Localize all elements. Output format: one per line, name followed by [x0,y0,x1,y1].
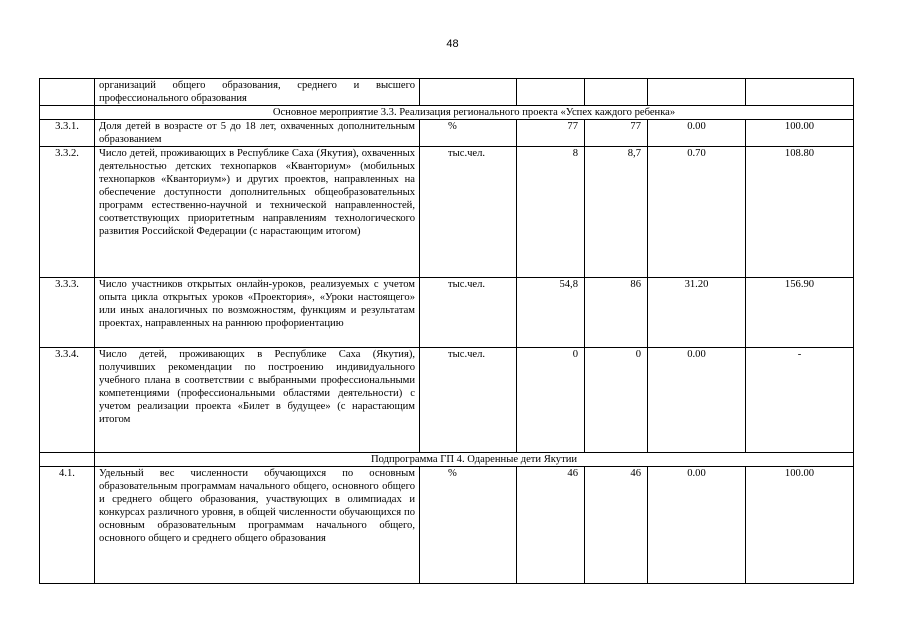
unit-cell: % [420,467,517,584]
table-row [40,278,854,348]
row-number: 3.3.4. [40,348,95,453]
section-row [40,453,854,467]
deviation-value: 0.00 [648,120,746,147]
indicators-table [39,78,854,584]
row-number: 3.3.3. [40,278,95,348]
table-row [40,147,854,278]
deviation-value: 0.00 [648,348,746,453]
row-number: 4.1. [40,467,95,584]
fact-value [585,79,648,106]
percent-value: 108.80 [746,147,854,278]
plan-value: 54,8 [517,278,585,348]
table-row [40,79,854,106]
empty-cell [40,453,95,467]
indicator-description: Число детей, проживающих в Республике Саха (Якутия), получивших рекомендации по построению индивидуального учебного плана в соответствии с выбранными профессиональными компетенциями (профессиональными областями деятельности) с учетом реализации проекта «Билет в будущее» (с нарастающим итогом [95,348,420,453]
section-row [40,106,854,120]
table-row [40,467,854,584]
unit-cell: % [420,120,517,147]
row-number: 3.3.1. [40,120,95,147]
fact-value: 0 [585,348,648,453]
plan-value: 77 [517,120,585,147]
deviation-value [648,79,746,106]
page-number: 48 [446,38,459,50]
empty-cell [40,106,95,120]
percent-value: - [746,348,854,453]
fact-value: 8,7 [585,147,648,278]
unit-cell: тыс.чел. [420,348,517,453]
indicator-description: организаций общего образования, среднего и высшего профессионального образования [95,79,420,106]
unit-cell: тыс.чел. [420,278,517,348]
plan-value: 46 [517,467,585,584]
section-heading: Подпрограмма ГП 4. Одаренные дети Якутии [95,453,854,467]
table-row [40,348,854,453]
indicator-description: Число детей, проживающих в Республике Саха (Якутия), охваченных деятельностью детских технопарков «Кванториум» (мобильных технопарков «Кванториум») и других проектов, направленных на обеспечение доступности дополнительных общеобразовательных программ естественно-научной и технической направленностей, соответствующих приоритетным направлениям технологического развития Российской Федерации (с нарастающим итогом) [95,147,420,278]
unit-cell [420,79,517,106]
percent-value: 100.00 [746,120,854,147]
fact-value: 86 [585,278,648,348]
plan-value [517,79,585,106]
plan-value: 8 [517,147,585,278]
fact-value: 46 [585,467,648,584]
percent-value [746,79,854,106]
row-number: 3.3.2. [40,147,95,278]
fact-value: 77 [585,120,648,147]
plan-value: 0 [517,348,585,453]
section-heading: Основное мероприятие 3.3. Реализация регионального проекта «Успех каждого ребенка» [95,106,854,120]
row-number [40,79,95,106]
indicator-description: Число участников открытых онлайн-уроков, реализуемых с учетом опыта цикла открытых уроков «Проектория», «Уроки настоящего» или иных аналогичных по возможностям, функциям и результатам проектах, направленных на раннюю профориентацию [95,278,420,348]
indicator-description: Доля детей в возрасте от 5 до 18 лет, охваченных дополнительным образованием [95,120,420,147]
unit-cell: тыс.чел. [420,147,517,278]
indicator-description: Удельный вес численности обучающихся по основным образовательным программам начального общего, основного общего и среднего общего образования, участвующих в олимпиадах и конкурсах различного уровня, в общей численности обучающихся по основным образовательным программам начального общего, основного общего и среднего общего образования [95,467,420,584]
deviation-value: 0.00 [648,467,746,584]
deviation-value: 31.20 [648,278,746,348]
percent-value: 100.00 [746,467,854,584]
deviation-value: 0.70 [648,147,746,278]
table-row [40,120,854,147]
percent-value: 156.90 [746,278,854,348]
